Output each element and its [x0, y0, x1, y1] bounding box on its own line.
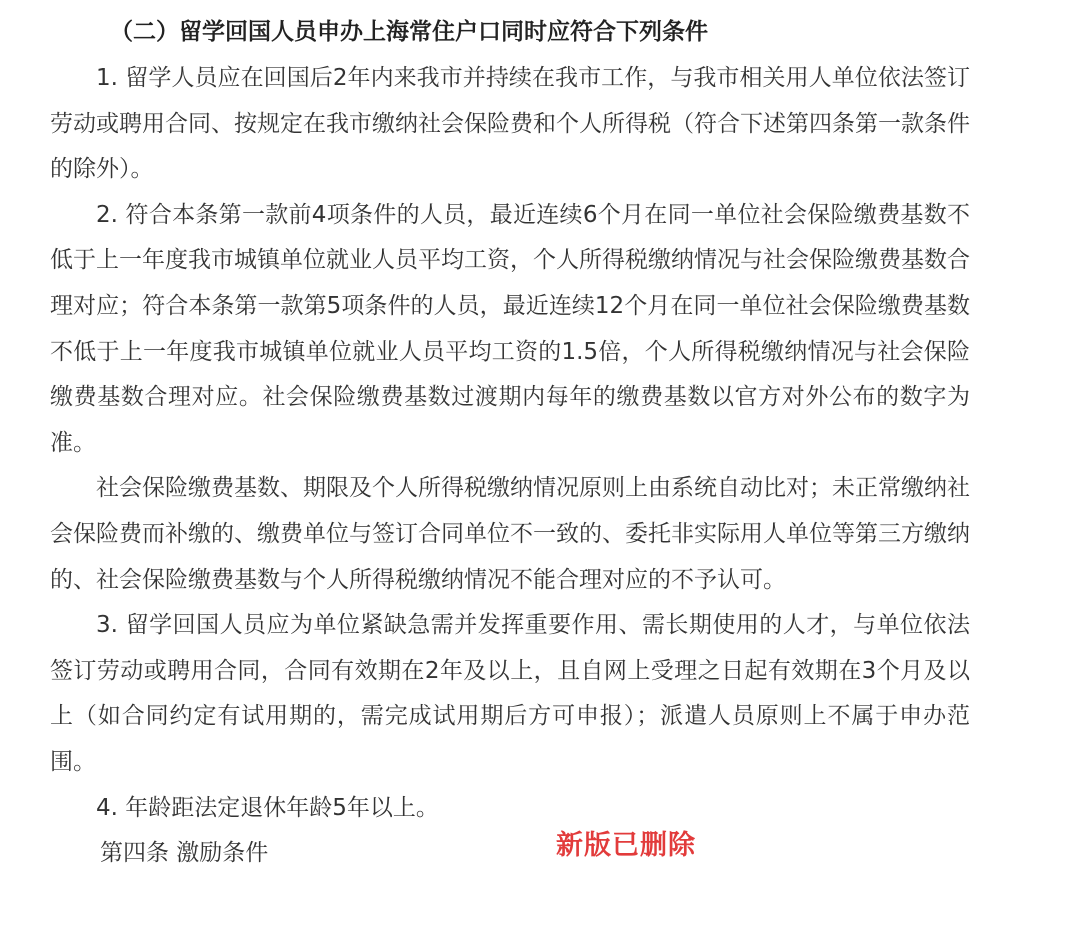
- paragraph-social-insurance-note: 社会保险缴费基数、期限及个人所得税缴纳情况原则上由系统自动比对；未正常缴纳社会保险费而补缴的、缴费单位与签订合同单位不一致的、委托非实际用人单位等第三方缴纳的、社会保险缴费基数与个人所得税缴纳情况不能合理对应的不予认可。: [50, 475, 970, 593]
- deleted-annotation: 新版已删除: [556, 830, 696, 861]
- paragraph-item-1: 1. 留学人员应在回国后2年内来我市并持续在我市工作，与我市相关用人单位依法签订劳动或聘用合同、按规定在我市缴纳社会保险费和个人所得税（符合下述第四条第一款条件的除外）。: [50, 65, 970, 183]
- paragraph-item-4: 4. 年龄距法定退休年龄5年以上。: [96, 794, 439, 821]
- paragraph-item-2: 2. 符合本条第一款前4项条件的人员，最近连续6个月在同一单位社会保险缴费基数不低于上一年度我市城镇单位就业人员平均工资，个人所得税缴纳情况与社会保险缴费基数合理对应；符合本条第一款第5项条件的人员，最近连续12个月在同一单位社会保险缴费基数不低于上一年度我市城镇单位就业人员平均工资的1.5倍，个人所得税缴纳情况与社会保险缴费基数合理对应。社会保险缴费基数过渡期内每年的缴费基数以官方对外公布的数字为准。: [50, 201, 970, 456]
- paragraph-item-3: 3. 留学回国人员应为单位紧缺急需并发挥重要作用、需长期使用的人才，与单位依法签订劳动或聘用合同，合同有效期在2年及以上，且自网上受理之日起有效期在3个月及以上（如合同约定有试用期的，需完成试用期后方可申报）；派遣人员原则上不属于申办范围。: [50, 612, 970, 775]
- section-heading: （二）留学回国人员申办上海常住户口同时应符合下列条件: [110, 19, 708, 45]
- article-heading: 第四条 激励条件: [100, 840, 269, 867]
